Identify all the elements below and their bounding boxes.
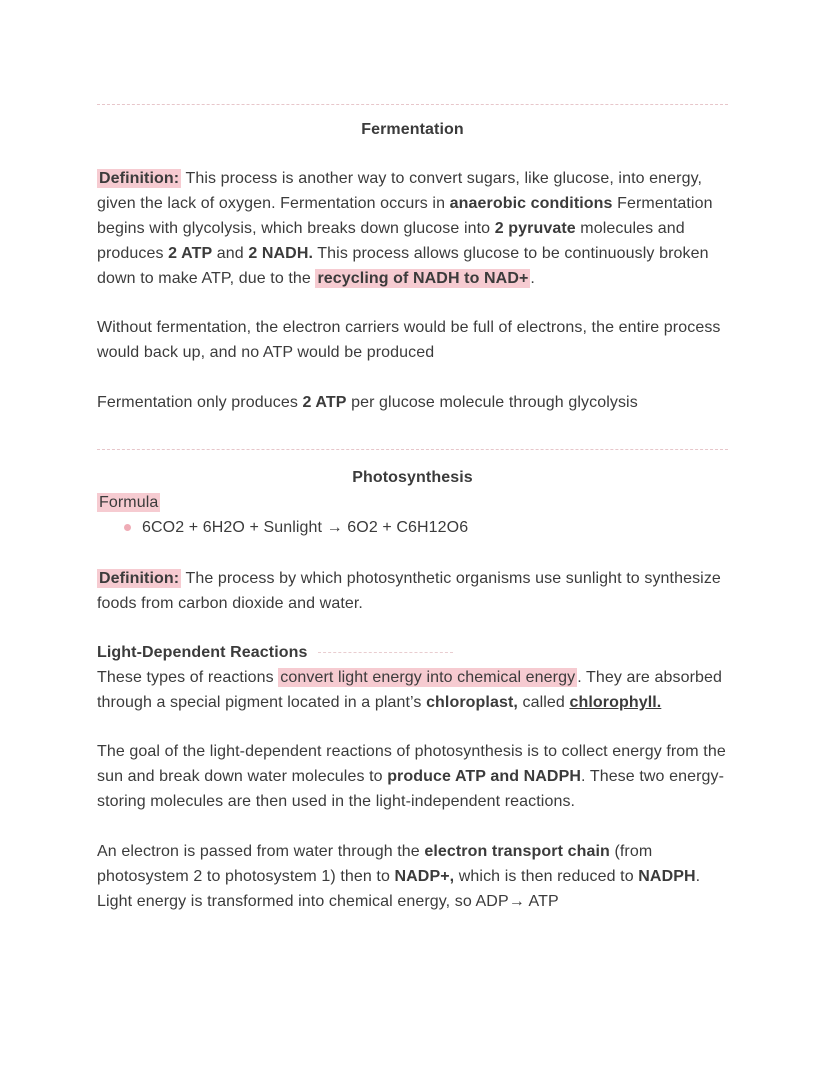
fermentation-paragraph-2: Without fermentation, the electron carriers would be full of electrons, the entire process would back up, and no ATP would be produced — [97, 319, 721, 361]
formula-text: 6CO2 + 6H2O + Sunlight → 6O2 + C6H12O6 — [142, 519, 469, 536]
text-run: (from photosystem 2 to photosystem 1) then to — [97, 843, 653, 885]
recycling-highlight: recycling of NADH to NAD+ — [317, 270, 529, 287]
text-run: . Light energy is transformed into chemical energy, so ADP→ ATP — [97, 868, 701, 910]
atp-bold: 2 ATP — [168, 245, 213, 262]
text-run: This process allows glucose to be continuously broken down to make ATP, due to the — [97, 245, 709, 287]
text-run: . These two energy-storing molecules are then used in the light-independent reactions. — [97, 768, 725, 810]
electron-paragraph — [97, 839, 728, 914]
chloroplast-bold: chloroplast, — [426, 694, 518, 711]
text-run: An electron is passed from water through the — [97, 843, 425, 860]
text-run: which is then reduced to — [454, 868, 639, 885]
formula-label-line — [97, 490, 728, 515]
goal-paragraph — [97, 739, 728, 814]
list-item — [97, 515, 728, 540]
bullet-dot-icon — [124, 524, 131, 531]
fermentation-heading: Fermentation — [361, 121, 464, 138]
text-run: The goal of the light-dependent reactions of photosynthesis is to collect energy from the sun and break down water molecules to — [97, 743, 726, 785]
photosynthesis-heading: Photosynthesis — [352, 469, 473, 486]
text-run: The process by which photosynthetic organisms use sunlight to synthesize foods from carbon dioxide and water. — [97, 570, 721, 612]
light-dependent-reactions-paragraph — [97, 665, 728, 715]
nadh-bold: 2 NADH. — [248, 245, 314, 262]
text-run: molecules and produces — [97, 220, 685, 262]
section-divider-top — [97, 104, 728, 105]
heading-text: Light-Dependent Reactions — [97, 644, 308, 661]
electron-transport-chain-bold: electron transport chain — [424, 843, 610, 860]
text-run: . They are absorbed through a special pigment located in a plant’s — [97, 669, 722, 711]
formula-list — [97, 515, 728, 540]
fermentation-paragraph-3 — [97, 390, 728, 415]
definition-label-highlight: Definition: — [99, 170, 180, 187]
fermentation-definition-paragraph — [97, 166, 728, 291]
document-content — [97, 0, 728, 914]
convert-energy-highlight: convert light energy into chemical energy — [280, 669, 576, 686]
text-run: This process is another way to convert sugars, like glucose, into energy, given the lack of oxygen. Fermentation occurs in — [97, 170, 703, 212]
definition-label-highlight: Definition: — [99, 570, 180, 587]
text-run: These types of reactions — [97, 669, 279, 686]
inline-dashed-rule — [318, 652, 453, 653]
text-run: and — [212, 245, 249, 262]
anaerobic-conditions-bold: anaerobic conditions — [449, 195, 613, 212]
chlorophyll-bold-underline: chlorophyll. — [569, 694, 662, 711]
text-run: . — [530, 270, 535, 287]
text-run: Fermentation begins with glycolysis, which breaks down glucose into — [97, 195, 713, 237]
light-dependent-reactions-heading — [97, 640, 728, 665]
section-divider-middle — [97, 449, 728, 450]
nadp-plus-bold: NADP+, — [394, 868, 455, 885]
formula-label-highlight: Formula — [99, 494, 159, 511]
text-run: Fermentation only produces — [97, 394, 303, 411]
nadph-bold: NADPH — [638, 868, 696, 885]
photosynthesis-definition-paragraph — [97, 566, 728, 616]
atp-bold: 2 ATP — [302, 394, 347, 411]
text-run: per glucose molecule through glycolysis — [346, 394, 638, 411]
pyruvate-bold: 2 pyruvate — [494, 220, 576, 237]
produce-atp-nadph-bold: produce ATP and NADPH — [387, 768, 582, 785]
text-run: called — [517, 694, 570, 711]
